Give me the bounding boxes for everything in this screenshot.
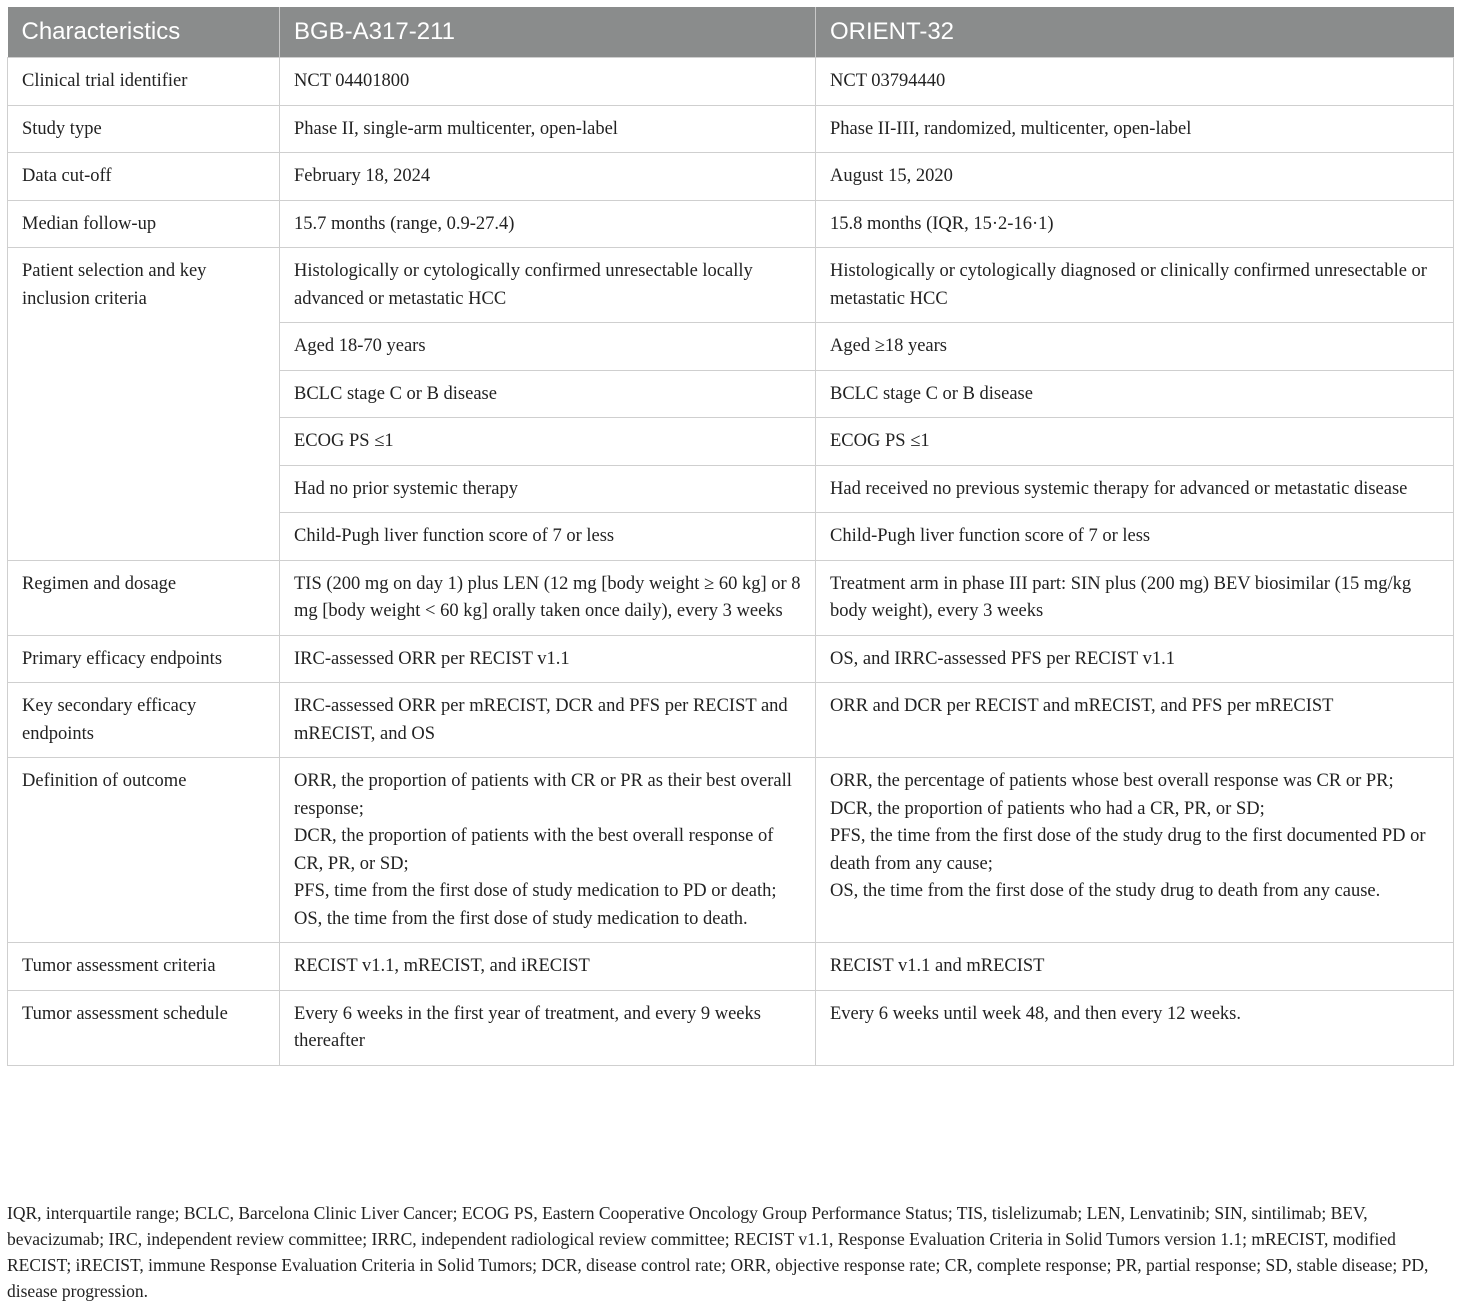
bgb-cell: Aged 18-70 years xyxy=(280,323,816,371)
header-characteristics: Characteristics xyxy=(8,7,280,58)
bgb-cell: TIS (200 mg on day 1) plus LEN (12 mg [body weight ≥ 60 kg] or 8 mg [body weight < 60 kg] orally taken once daily), every 3 weeks xyxy=(280,560,816,635)
outcome-line: OS, the time from the first dose of study medication to death. xyxy=(294,908,748,929)
bgb-cell: BCLC stage C or B disease xyxy=(280,370,816,418)
bgb-cell: February 18, 2024 xyxy=(280,153,816,201)
row-label: Data cut-off xyxy=(8,153,280,201)
table-row xyxy=(8,990,1454,1065)
row-label: Key secondary efficacy endpoints xyxy=(8,683,280,758)
table-row xyxy=(8,105,1454,153)
outcome-line: ORR, the percentage of patients whose best overall response was CR or PR; xyxy=(830,771,1394,791)
bgb-cell: IRC-assessed ORR per RECIST v1.1 xyxy=(280,635,816,683)
table-row xyxy=(8,943,1454,991)
table-row xyxy=(8,635,1454,683)
orient-cell: ECOG PS ≤1 xyxy=(816,418,1454,466)
orient-cell: Aged ≥18 years xyxy=(816,323,1454,371)
row-label-outcome: Definition of outcome xyxy=(8,758,280,943)
outcome-line: PFS, time from the first dose of study medication to PD or death; xyxy=(294,881,777,901)
outcome-line: PFS, the time from the first dose of the study drug to the first documented PD or death from any cause; xyxy=(830,826,1426,874)
orient-cell: Child-Pugh liver function score of 7 or less xyxy=(816,513,1454,561)
orient-cell: Every 6 weeks until week 48, and then every 12 weeks. xyxy=(816,990,1454,1065)
table-row xyxy=(8,560,1454,635)
row-label: Median follow-up xyxy=(8,200,280,248)
orient-cell: August 15, 2020 xyxy=(816,153,1454,201)
bgb-cell: Phase II, single-arm multicenter, open-label xyxy=(280,105,816,153)
table-row xyxy=(8,153,1454,201)
bgb-cell: RECIST v1.1, mRECIST, and iRECIST xyxy=(280,943,816,991)
orient-cell: Phase II-III, randomized, multicenter, open-label xyxy=(816,105,1454,153)
table-row xyxy=(8,200,1454,248)
table-row xyxy=(8,58,1454,106)
row-label-patient-selection: Patient selection and key inclusion criteria xyxy=(8,248,280,561)
table-row xyxy=(8,683,1454,758)
bgb-cell: Child-Pugh liver function score of 7 or less xyxy=(280,513,816,561)
bgb-cell: 15.7 months (range, 0.9-27.4) xyxy=(280,200,816,248)
orient-cell: NCT 03794440 xyxy=(816,58,1454,106)
orient-cell: Histologically or cytologically diagnosed or clinically confirmed unresectable or metastatic HCC xyxy=(816,248,1454,323)
bgb-cell: IRC-assessed ORR per mRECIST, DCR and PFS per RECIST and mRECIST, and OS xyxy=(280,683,816,758)
outcome-line: DCR, the proportion of patients with the best overall response of CR, PR, or SD; xyxy=(294,826,774,874)
row-label: Regimen and dosage xyxy=(8,560,280,635)
orient-outcome-cell xyxy=(816,758,1454,943)
bgb-outcome-cell xyxy=(280,758,816,943)
row-label: Tumor assessment schedule xyxy=(8,990,280,1065)
row-label: Study type xyxy=(8,105,280,153)
bgb-cell: Every 6 weeks in the first year of treatment, and every 9 weeks thereafter xyxy=(280,990,816,1065)
bgb-cell: Had no prior systemic therapy xyxy=(280,465,816,513)
trial-comparison-table xyxy=(7,7,1454,1066)
orient-cell: Had received no previous systemic therapy for advanced or metastatic disease xyxy=(816,465,1454,513)
comparison-table-container xyxy=(7,7,1453,1066)
header-bgb-a317-211: BGB-A317-211 xyxy=(280,7,816,58)
orient-cell: ORR and DCR per RECIST and mRECIST, and PFS per mRECIST xyxy=(816,683,1454,758)
table-row xyxy=(8,758,1454,943)
row-label: Tumor assessment criteria xyxy=(8,943,280,991)
outcome-line: ORR, the proportion of patients with CR or PR as their best overall response; xyxy=(294,771,792,819)
table-row xyxy=(8,248,1454,323)
orient-cell: 15.8 months (IQR, 15·2-16·1) xyxy=(816,200,1454,248)
row-label: Clinical trial identifier xyxy=(8,58,280,106)
row-label: Primary efficacy endpoints xyxy=(8,635,280,683)
header-orient-32: ORIENT-32 xyxy=(816,7,1454,58)
bgb-cell: ECOG PS ≤1 xyxy=(280,418,816,466)
outcome-line: OS, the time from the first dose of the study drug to death from any cause. xyxy=(830,881,1381,901)
outcome-line: DCR, the proportion of patients who had a CR, PR, or SD; xyxy=(830,798,1265,819)
orient-cell: RECIST v1.1 and mRECIST xyxy=(816,943,1454,991)
bgb-cell: Histologically or cytologically confirmed unresectable locally advanced or metastatic HCC xyxy=(280,248,816,323)
table-footnote: IQR, interquartile range; BCLC, Barcelona Clinic Liver Cancer; ECOG PS, Eastern Cooperative Oncology Group Performance Status; TIS, tislelizumab; LEN, Lenvatinib; SIN, sintilimab; BEV, bevacizumab; IRC, independent review committee; IRRC, independent radiological review committee; RECIST v1.1, Response Evaluation Criteria in Solid Tumors version 1.1; mRECIST, modified RECIST; iRECIST, immune Response Evaluation Criteria in Solid Tumors; DCR, disease control rate; ORR, objective response rate; CR, complete response; PR, partial response; SD, stable disease; PD, disease progression. xyxy=(7,1203,1429,1301)
orient-cell: OS, and IRRC-assessed PFS per RECIST v1.1 xyxy=(816,635,1454,683)
orient-cell: BCLC stage C or B disease xyxy=(816,370,1454,418)
bgb-cell: NCT 04401800 xyxy=(280,58,816,106)
table-header-row xyxy=(8,7,1454,58)
orient-cell: Treatment arm in phase III part: SIN plus (200 mg) BEV biosimilar (15 mg/kg body weight), every 3 weeks xyxy=(816,560,1454,635)
